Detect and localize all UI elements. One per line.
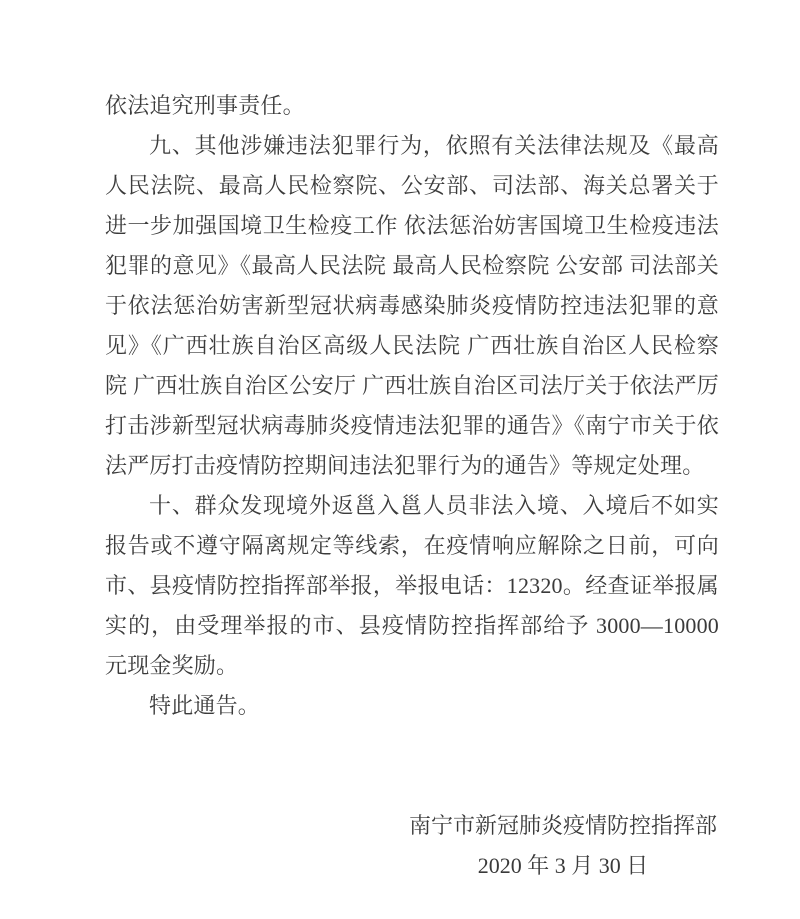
paragraph-closing-note: 特此通告。	[149, 693, 261, 718]
paragraph-article-10: 十、群众发现境外返邕入邕人员非法入境、入境后不如实报告或不遵守隔离规定等线索，在疫情响应解除之日前，可向市、县疫情防控指挥部举报，举报电话：12320。经查证举报属实的，由受理举报的市、县疫情防控指挥部给予 3000—10000 元现金奖励。	[105, 493, 719, 678]
paragraph-liability-continuation: 依法追究刑事责任。	[105, 93, 305, 118]
paragraph-article-9: 九、其他涉嫌违法犯罪行为，依照有关法律法规及《最高人民法院、最高人民检察院、公安部、司法部、海关总署关于进一步加强国境卫生检疫工作 依法惩治妨害国境卫生检疫违法犯罪的意见》《最高人民法院 最高人民检察院 公安部 司法部关于依法惩治妨害新型冠状病毒感染肺炎疫情防控违法犯罪的意见》《广西壮族自治区高级人民法院 广西壮族自治区人民检察院 广西壮族自治区公安厅 广西壮族自治区司法厅关于依法严厉打击涉新型冠状病毒肺炎疫情违法犯罪的通告》《南宁市关于依法严厉打击疫情防控期间违法犯罪行为的通告》等规定处理。	[105, 133, 719, 478]
issuer-name: 南宁市新冠肺炎疫情防控指挥部	[408, 813, 717, 838]
notice-body	[105, 86, 719, 726]
signature-block	[409, 806, 717, 886]
issue-date: 2020 年 3 月 30 日	[477, 853, 649, 878]
